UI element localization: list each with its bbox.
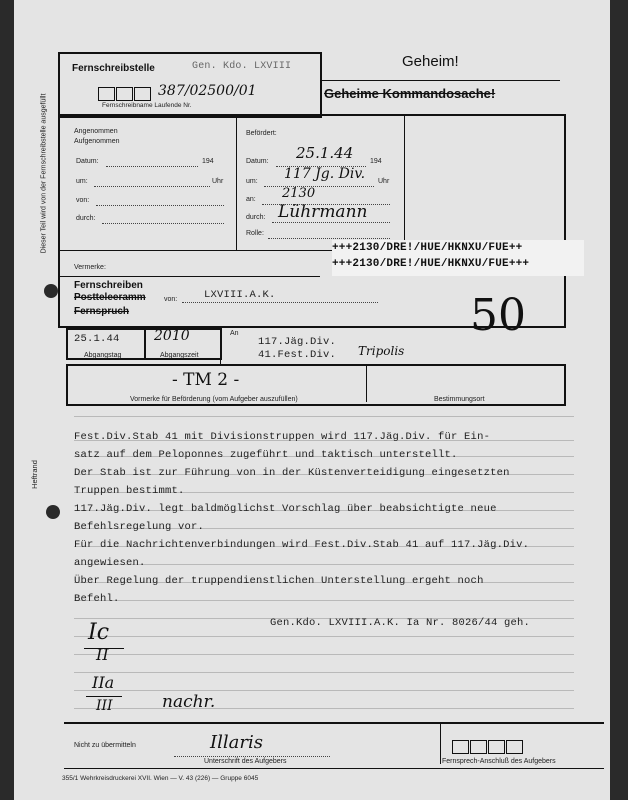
printer-line: 355/1 Wehrkreisdruckerei XVII. Wien — V. 43 (226) — Gruppe 6045 [62,775,259,782]
aufgenommen-label: Aufgenommen [74,138,120,145]
rule [64,722,604,724]
fernsprech-squares [452,740,524,759]
rule [320,80,560,81]
body-line: Der Stab ist zur Führung von in der Küstenverteidigung eingesetzten [74,467,510,479]
note-iia: IIa [92,673,115,692]
vermerke-label: Vermerke: [74,264,106,271]
abgangstag-value: 25.1.44 [74,333,120,345]
fernsprech-caption: Fernsprech-Anschluß des Aufgebers [442,758,556,765]
forwarded-an-value: 2130 [282,186,316,201]
forwarded-rolle-label: Rolle: [246,230,264,237]
divider [440,724,441,764]
abgangszeit-label: Abgangszeit [160,352,199,359]
befoerdert-label: Befördert: [246,130,277,137]
body-line: satz auf dem Peloponnes zugeführt und taktisch unterstellt. [74,449,458,461]
recipient-1: 117.Jäg.Div. [258,336,337,348]
forwarded-durch-label: durch: [246,214,266,221]
vormerke-caption: Vormerke für Beförderung (vom Aufgeber auszufüllen) [130,396,298,403]
unterschrift-caption: Unterschrift des Aufgebers [204,758,287,765]
rule [86,696,122,697]
bestimmungsort-label: Bestimmungsort [434,396,485,403]
tm-mark: - TM 2 - [172,370,240,390]
body-line: Fest.Div.Stab 41 mit Divisionstruppen wird 117.Jäg.Div. für Ein- [74,431,491,443]
binder-hole [44,284,58,298]
body-line: Befehl. [74,593,120,605]
note-ii: II [96,645,109,664]
abgangstag-label: Abgangstag [84,352,122,359]
margin-vertical-note: Dieser Teil wird von der Fernschreibstelle ausgefüllt [40,93,48,254]
teletype-line-1: +++2130/DRE!/HUE/HKNXU/FUE++ [332,242,523,254]
angenommen-label: Angenommen [74,128,118,135]
divider [220,326,221,364]
telegram-form [14,0,610,800]
fernschreibstelle-label: Fernschreibstelle [72,63,155,74]
forwarded-uhr: Uhr [378,178,390,185]
body-line: 117.Jäg.Div. legt baldmöglichst Vorschlag über beabsichtigte neue [74,503,497,515]
note-iii: III [96,698,113,714]
recipient-2: 41.Fest.Div. [258,349,337,361]
received-datum-label: Datum: [76,158,99,165]
forwarded-um-label: um: [246,178,258,185]
forwarded-datum-label: Datum: [246,158,269,165]
abgangszeit-value: 2010 [154,328,190,344]
message-body [74,428,584,608]
geheime-kommandosache-struck: Geheime Kommandosache! [324,86,496,101]
heftrand-label: Heftrand [29,460,39,489]
received-von-label: von: [76,197,90,204]
fernschreiben-option: Fernschreiben [74,280,143,291]
vermerke-von-label: von: [164,296,178,303]
reference-line: Gen.Kdo. LXVIII.A.K. Ia Nr. 8026/44 geh. [270,617,531,629]
rule [64,768,604,769]
sender-signature: Illaris [210,732,263,753]
forwarded-year: 194 [370,158,382,165]
note-ic: Ic [88,620,110,645]
forwarded-um-value: 117 Jg. Div. [284,166,366,182]
body-line: Befehlsregelung vor. [74,521,205,533]
big-number: 50 [470,290,526,341]
an-label: An [230,330,239,337]
divider [404,116,405,250]
rule [60,276,320,277]
body-line: Truppen bestimmt. [74,485,185,497]
received-year: 194 [202,158,214,165]
rule [60,326,562,327]
geheim-heading: Geheim! [402,53,459,70]
tripolis-note: Tripolis [358,344,405,358]
forwarded-durch-signature: Lührmann [278,202,368,222]
divider [236,116,237,250]
forwarded-datum-value: 25.1.44 [296,144,354,162]
divider [366,366,367,402]
header-stamp: Gen. Kdo. LXVIII [192,61,292,72]
sender-value: LXVIII.A.K. [204,289,276,301]
note-nachr: nachr. [162,692,216,712]
serial-number: 387/02500/01 [158,83,257,99]
received-um-label: um: [76,178,88,185]
received-uhr: Uhr [212,178,224,185]
body-line: Für die Nachrichtenverbindungen wird Fest.Div.Stab 41 auf 117.Jäg.Div. [74,539,530,551]
nicht-zu-uebermitteln-label: Nicht zu übermitteln [74,742,136,749]
serial-caption: Fernschreibname Laufende Nr. [102,102,192,109]
received-durch-label: durch: [76,215,96,222]
body-line: Über Regelung der truppendienstlichen Unterstellung ergeht noch [74,575,484,587]
body-line: angewiesen. [74,557,146,569]
fernspruch-option: Fernspruch [74,306,130,317]
forwarded-an-label: an: [246,196,256,203]
postteleeramm-option: Postteleeramm [74,292,146,303]
binder-hole [46,505,60,519]
teletype-line-2: +++2130/DRE!/HUE/HKNXU/FUE+++ [332,258,530,270]
